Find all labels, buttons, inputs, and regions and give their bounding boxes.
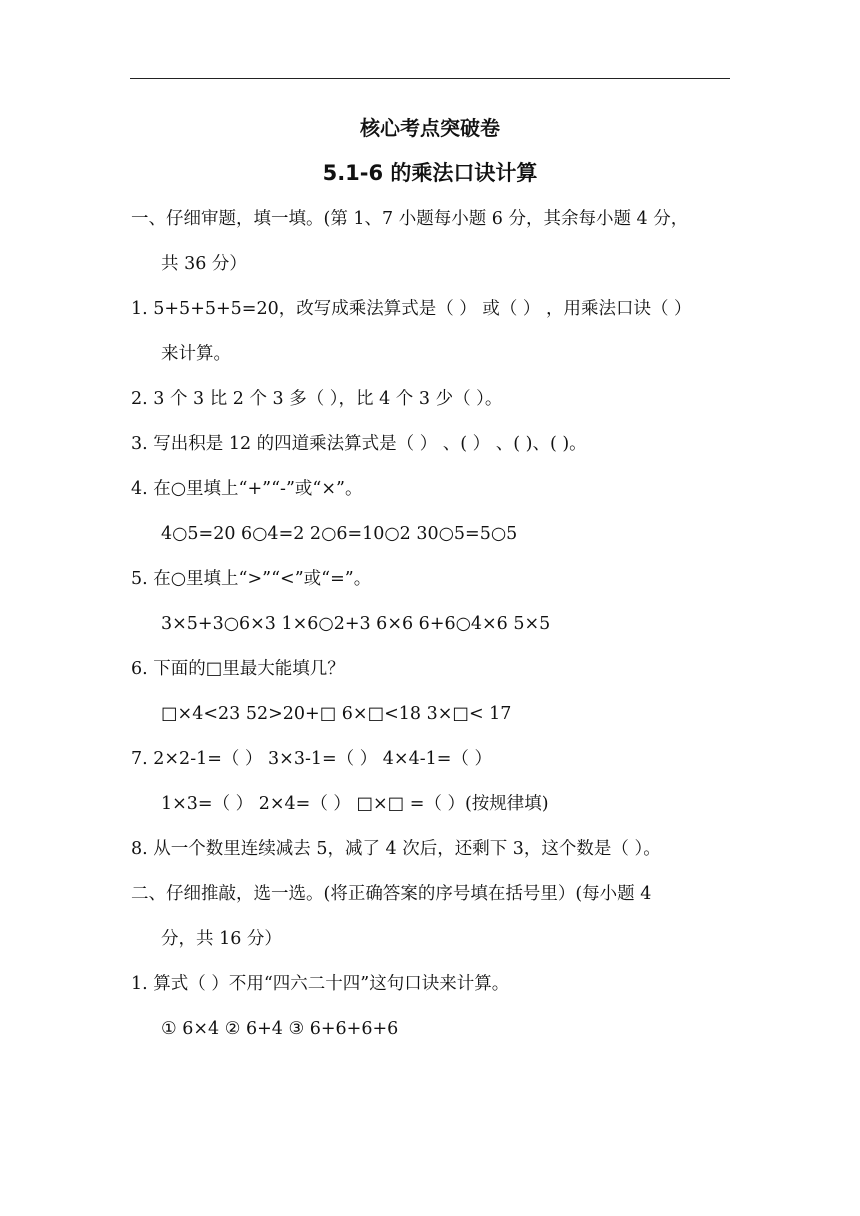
question-1-cont: 来计算。 bbox=[161, 344, 231, 364]
question-5: 5. 在○里填上“>”“<”或“=”。 bbox=[131, 569, 372, 589]
question-6: 6. 下面的□里最大能填几？ bbox=[131, 659, 345, 679]
question-1: 1. 5+5+5+5=20，改写成乘法算式是（ ） 或（ ） ，用乘法口诀（ ） bbox=[131, 299, 692, 319]
header-rule bbox=[130, 78, 730, 79]
question-4: 4. 在○里填上“+”“-”或“×”。 bbox=[131, 479, 363, 499]
question-3: 3. 写出积是 12 的四道乘法算式是（ ） 、( ） 、( )、( )。 bbox=[131, 434, 587, 454]
question-7-cont: 1×3=（ ） 2×4=（ ） □×□ =（ ）(按规律填) bbox=[161, 794, 549, 814]
question-6-items: □×4<23 52>20+□ 6×□<18 3×□< 17 bbox=[161, 704, 512, 724]
question-2: 2. 3 个 3 比 2 个 3 多（ ），比 4 个 3 少（ ）。 bbox=[131, 389, 503, 409]
section2-question-1-options: ① 6×4 ② 6+4 ③ 6+6+6+6 bbox=[161, 1019, 399, 1039]
section2-heading-cont: 分，共 16 分） bbox=[161, 929, 282, 949]
question-4-items: 4○5=20 6○4=2 2○6=10○2 30○5=5○5 bbox=[161, 524, 518, 544]
question-8: 8. 从一个数里连续减去 5，减了 4 次后，还剩下 3，这个数是（ ）。 bbox=[131, 839, 661, 859]
page-title: 核心考点突破卷 bbox=[360, 116, 500, 140]
section2-heading: 二、仔细推敲，选一选。(将正确答案的序号填在括号里）(每小题 4 bbox=[131, 884, 652, 904]
section2-question-1: 1. 算式（ ）不用“四六二十四”这句口诀来计算。 bbox=[131, 974, 510, 994]
section1-heading-cont: 共 36 分） bbox=[161, 254, 247, 274]
section1-heading: 一、仔细审题，填一填。(第 1、7 小题每小题 6 分，其余每小题 4 分， bbox=[131, 209, 689, 229]
question-5-items: 3×5+3○6×3 1×6○2+3 6×6 6+6○4×6 5×5 bbox=[161, 614, 551, 634]
question-7: 7. 2×2-1=（ ） 3×3-1=（ ） 4×4-1=（ ） bbox=[131, 749, 492, 769]
page-subtitle: 5.1-6 的乘法口诀计算 bbox=[322, 161, 538, 185]
